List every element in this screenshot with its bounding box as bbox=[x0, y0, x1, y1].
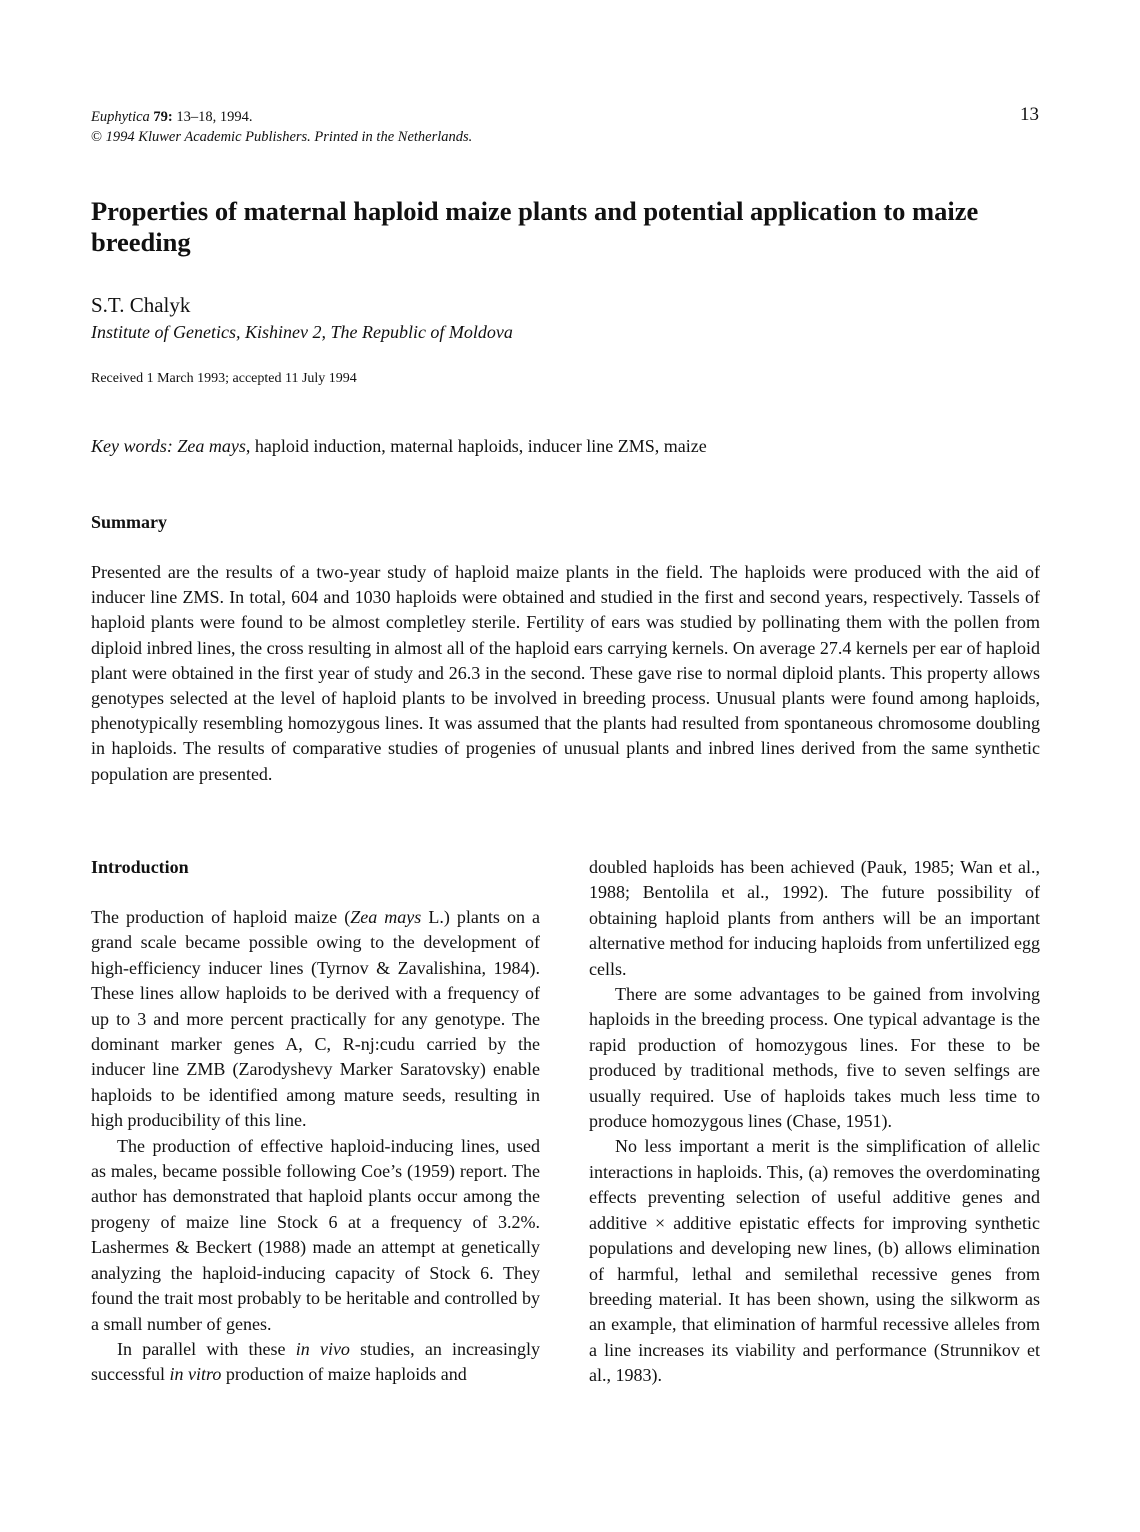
copyright-line bbox=[91, 127, 472, 147]
intro-paragraph-3-continued: doubled haploids has been achieved (Pauk, 1985; Wan et al., 1988; Bentolila et al., 1992). The future possibility of obtaining haploid plants from anthers will be an important alternative method for inducing haploids from unfertilized egg cells. bbox=[589, 857, 1040, 979]
journal-name: Euphytica bbox=[91, 109, 150, 125]
keyword-species: Zea mays bbox=[177, 436, 246, 456]
in-vitro-term: in vitro bbox=[169, 1364, 222, 1385]
text-span: production of maize haploids and bbox=[221, 1364, 467, 1385]
summary-heading: Summary bbox=[91, 512, 167, 532]
journal-pages-year: 13–18, 1994. bbox=[172, 109, 253, 125]
intro-paragraph-3 bbox=[91, 1337, 540, 1388]
keywords-line bbox=[91, 434, 707, 458]
copyright-symbol: © bbox=[91, 129, 103, 145]
summary-text: Presented are the results of a two-year study of haploid maize plants in the field. The haploids were produced with the aid of inducer line ZMS. In total, 604 and 1030 haploids were obtained and studied in the first and second years, respectively. Tassels of haploid plants were found to be almost completley sterile. Fertility of ears was studied by pollinating them with the pollen from diploid inbred lines, the cross resulting in almost all of the haploid ears carrying kernels. On average 27.4 kernels per ear of haploid plant were obtained in the first year of study and 26.3 in the second. These gave rise to normal diploid plants. This property allows genotypes selected at the level of haploid plants to be involved in breeding process. Unusual plants were found among haploids, phenotypically resembling homozygous lines. It was assumed that the plants had resulted from spontaneous chromosome doubling in haploids. The results of comparative studies of progenies of unusual plants and inbred lines derived from the same synthetic population are presented. bbox=[91, 562, 1040, 784]
in-vivo-term: in vivo bbox=[295, 1338, 350, 1359]
keywords-list: , haploid induction, maternal haploids, inducer line ZMS, maize bbox=[245, 436, 707, 456]
right-column bbox=[589, 855, 1040, 1389]
species-name: Zea mays bbox=[350, 907, 422, 927]
page-number: 13 bbox=[1020, 104, 1039, 125]
received-dates: Received 1 March 1993; accepted 11 July 1994 bbox=[91, 371, 357, 386]
introduction-heading: Introduction bbox=[91, 857, 189, 877]
intro-paragraph-5: No less important a merit is the simplification of allelic interactions in haploids. This, (a) removes the overdominating effects preventing selection of useful additive genes and additive × additive epistatic effects for improving synthetic populations and developing new lines, (b) allows elimination of harmful, lethal and semilethal recessive genes from breeding material. It has been shown, using the silkworm as an example, that elimination of harmful recessive alleles from a line increases its viability and performance (Strunnikov et al., 1983). bbox=[589, 1136, 1040, 1386]
intro-paragraph-1 bbox=[91, 905, 540, 1134]
author-name: S.T. Chalyk bbox=[91, 293, 191, 317]
journal-volume: 79: bbox=[153, 109, 173, 125]
intro-paragraph-4: There are some advantages to be gained from involving haploids in the breeding process. One typical advantage is the rapid production of homozygous lines. For these to be produced by traditional methods, five to seven selfings are usually required. Use of haploids takes much less time to produce homozygous lines (Chase, 1951). bbox=[589, 984, 1040, 1132]
copyright-text: 1994 Kluwer Academic Publishers. Printed in the Netherlands. bbox=[102, 129, 473, 145]
paper-title: Properties of maternal haploid maize plants and potential application to maize breeding bbox=[91, 196, 979, 257]
intro-paragraph-2: The production of effective haploid-inducing lines, used as males, became possible following Coe’s (1959) report. The author has demonstrated that haploid plants occur among the progeny of maize line Stock 6 at a frequency of 3.2%. Lashermes & Beckert (1988) made an attempt at genetically analyzing the haploid-inducing capacity of Stock 6. They found the trait most probably to be heritable and controlled by a small number of genes. bbox=[91, 1135, 540, 1334]
journal-citation bbox=[91, 107, 253, 127]
text-span: In parallel with these bbox=[117, 1338, 296, 1359]
author-affiliation: Institute of Genetics, Kishinev 2, The Republic of Moldova bbox=[91, 322, 513, 342]
keywords-label: Key words: bbox=[91, 436, 173, 456]
text-span: studies, an increasingly successful bbox=[91, 1338, 540, 1385]
left-column bbox=[91, 905, 540, 1388]
text-span: The production of haploid maize ( bbox=[91, 907, 351, 927]
text-span: L.) plants on a grand scale became possible owing to the development of high-efficiency inducer lines (Tyrnov & Zavalishina, 1984). These lines allow haploids to be derived with a frequency of up to 3 and more percent practically for any genotype. The dominant marker genes A, C, R-nj:cudu carried by the inducer line ZMB (Zarodyshevy Marker Saratovsky) enable haploids to be identified among mature seeds, resulting in high producibility of this line. bbox=[91, 907, 540, 1131]
